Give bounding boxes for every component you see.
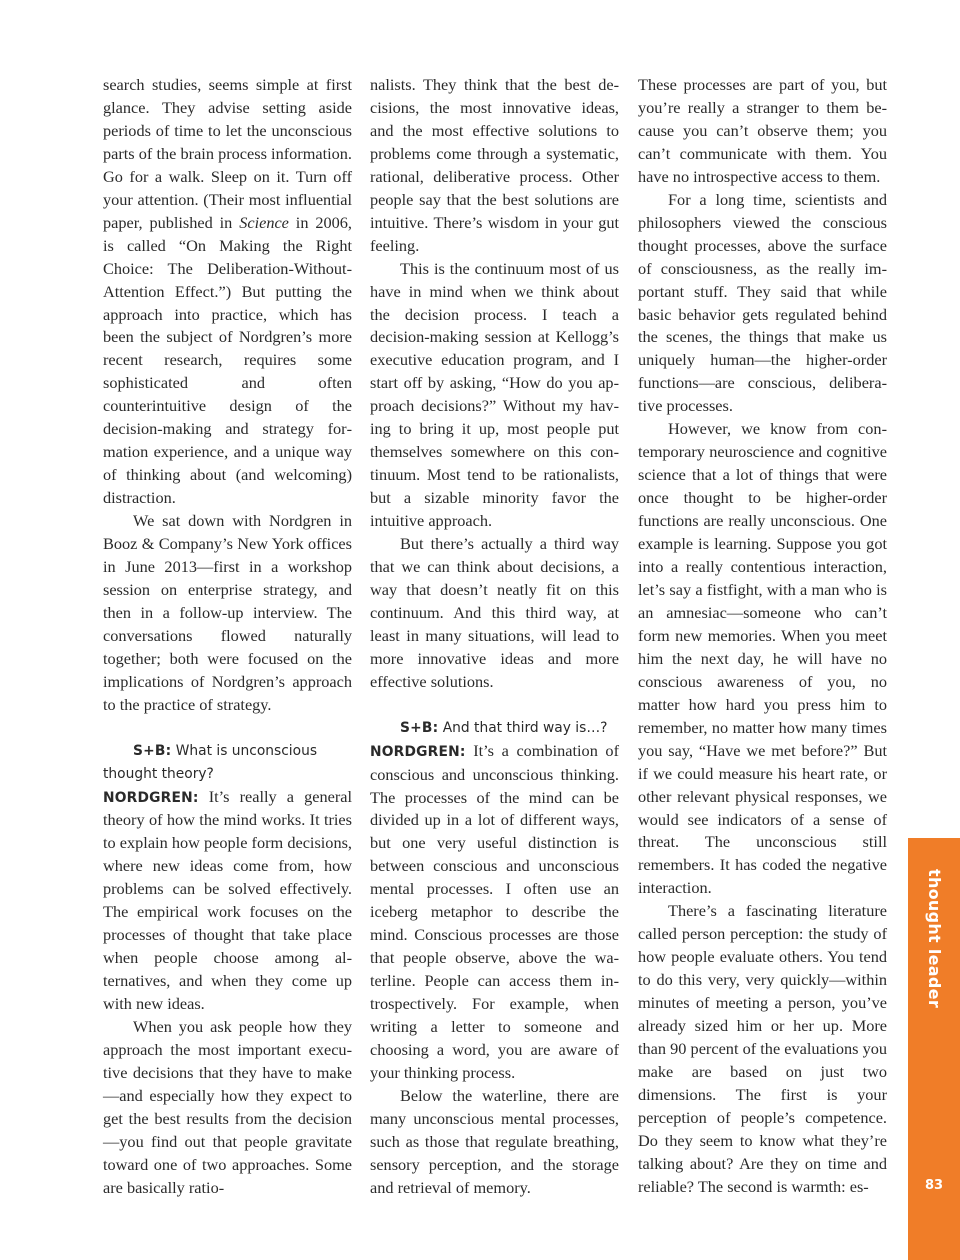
- paragraph: For a long time, scientists and philosophers viewed the conscious thought processes, above the surface of consciousness, as the really important stuff. They said that while basic behavior gets regulated behind the scenes, the things that make us uniquely human—the higher-order functions—are conscious, deliberative processes.: [638, 189, 887, 416]
- speaker-label: NORDGREN:: [370, 743, 466, 760]
- speaker-label: NORDGREN:: [103, 789, 199, 806]
- article-column-3: [638, 74, 887, 1199]
- interview-question: S+B: And that third way is…?: [400, 719, 608, 736]
- paragraph: But there’s actually a third way that we can think about decisions, a way that doesn’t neatly fit on this continuum. And this third way, at least in many situations, will lead to more innovative ideas and more effective solutions.: [370, 534, 619, 691]
- paragraph: However, we know from contemporary neuroscience and cognitive science that a lot of things that were once thought to be higher-order functions are really unconscious. One example is learning. Suppose you got into a really contentious interaction, let’s say a fistfight, with a man who is an amnesiac—someone who can’t form new memories. When you meet him the next day, he will have no conscious awareness of you, no matter how hard you press him to remember, no matter how many times you say, “Have we met before?” But if we could measure his heart rate, or other relevant physical responses, we would see indicators of a sense of threat. The unconscious still remembers. It has coded the negative interaction.: [638, 419, 887, 898]
- article-column-2: [370, 74, 619, 1200]
- paragraph: When you ask people how they approach the most important executive decisions that they have to make—and especially how they expect to get the best results from the decision—you find out that people gravitate toward one of two approaches. Some are basically ratio-: [103, 1017, 352, 1197]
- section-label-text: thought leader: [924, 868, 944, 1008]
- paragraph: There’s a fascinating literature called person perception: the study of how people evaluate others. You tend to do this very, very quickly—within minutes of meeting a person, you’ve already sized him or her up. More than 90 percent of the evaluations you make are based on just two dimensions. The first is your perception of people’s competence. Do they seem to know what they’re talking about? Are they on time and reliable? The second is warmth: es-: [638, 901, 887, 1196]
- speaker-label: S+B:: [133, 742, 172, 759]
- article-column-1: [103, 74, 352, 1200]
- page-number: 83: [924, 1178, 944, 1193]
- paragraph: Below the waterline, there are many unconscious mental processes, such as those that regulate breathing, sensory perception, and the storage and retrieval of memory.: [370, 1085, 619, 1197]
- paragraph: nalists. They think that the best decisions, the most innovative ideas, and the most effective solutions to problems come through a systematic, rational, deliberative process. Other people say that the best solutions are intuitive. There’s wisdom in your gut feeling.: [370, 75, 619, 255]
- paragraph: search studies, seems simple at first glance. They advise setting aside periods of time to let the unconscious parts of the brain process information. Go for a walk. Sleep on it. Turn off your attention. (Their most influential paper, published in Science in 2006, is called “On Making the Right Choice: The Deliberation-Without-Attention Effect.”) But putting the approach into practice, which has been the subject of Nordgren’s more recent research, requires some sophisticated and often counterintuitive design of the decision-making and strategy formation experience, and a unique way of thinking about (and welcoming) distraction.: [103, 75, 352, 508]
- interview-answer: NORDGREN: It’s really a general theory of how the mind works. It tries to explain how people form decisions, where new ideas come from, how problems can be solved effectively. The empirical work focuses on the processes of thought that take place when people choose among alternatives, and when they come up with new ideas.: [103, 786, 352, 1014]
- paragraph: This is the continuum most of us have in mind when we think about the decision process. I teach a decision-making session at Kellogg’s executive education program, and I start off by asking, “How do you approach decisions?” Without my having to bring it up, most people put themselves somewhere on this continuum. Most tend to be rationalists, but a sizable minority favor the intuitive approach.: [370, 258, 619, 531]
- speaker-label: S+B:: [400, 719, 439, 736]
- paragraph: We sat down with Nordgren in Booz & Company’s New York offices in June 2013—first in a workshop session on enterprise strategy, and then in a follow-up interview. The conversations flowed naturally together; both were focused on the implications of Nordgren’s approach to the practice of strategy.: [103, 511, 352, 714]
- section-label: [908, 838, 960, 1038]
- journal-title: Science: [239, 212, 289, 232]
- interview-question: S+B: What is unconscious thought theory?: [103, 742, 318, 782]
- interview-answer: NORDGREN: It’s a combination of conscious and unconscious thinking. The processes of the mind can be divided up in a lot of different ways, but one very useful distinction is between conscious and unconscious mental processes. I often use an iceberg metaphor to describe the mind. Conscious processes are those that people observe, above the waterline. People can access them introspectively. For example, when writing a letter to someone and choosing a word, you are aware of your thinking process.: [370, 740, 619, 1082]
- paragraph: These processes are part of you, but you’re really a stranger to them because you can’t observe them; you can’t communicate with them. You have no introspective access to them.: [638, 75, 887, 186]
